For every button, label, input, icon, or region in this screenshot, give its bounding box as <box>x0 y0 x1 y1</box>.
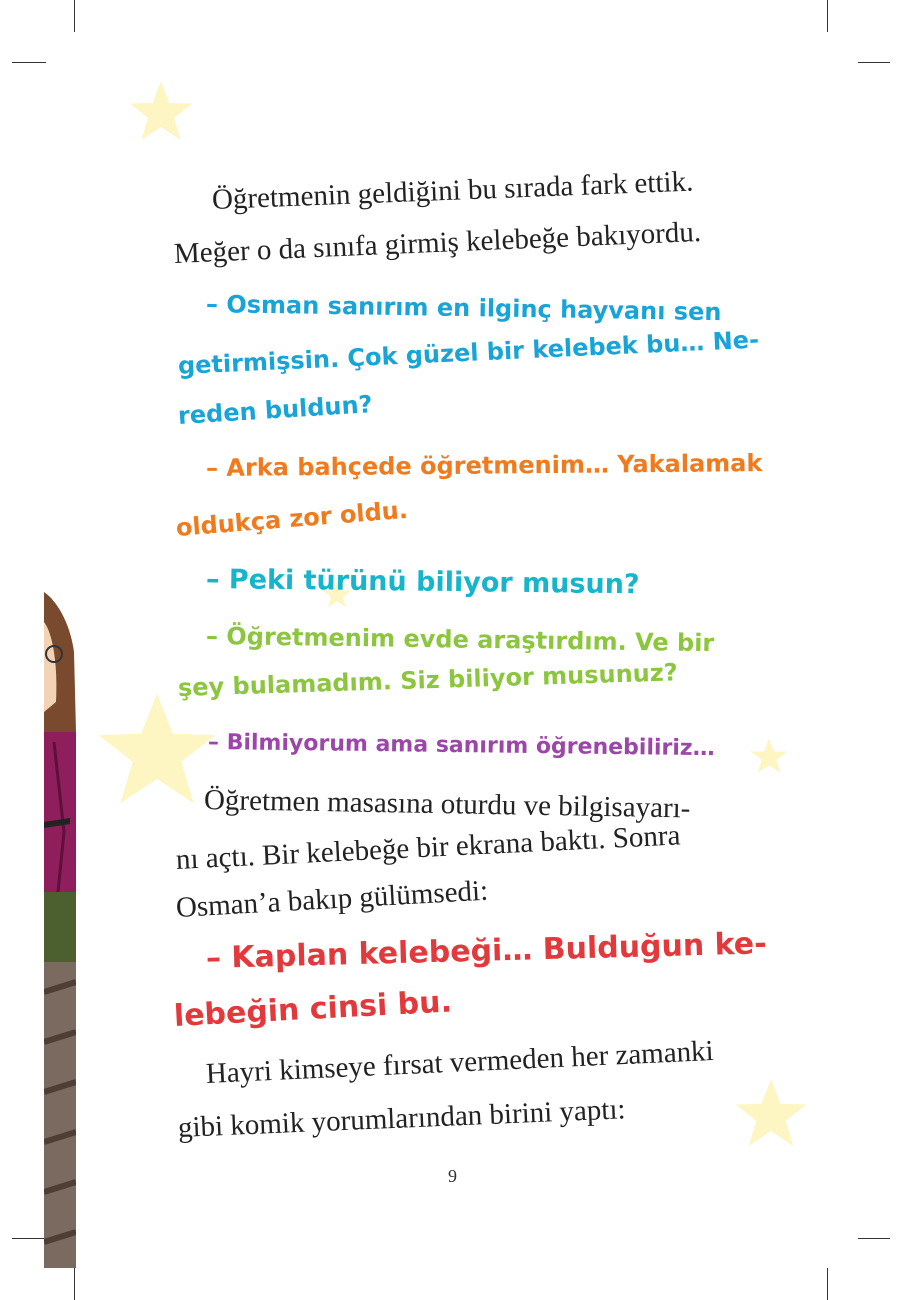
text-line: gibi komik yorumlarından birini yaptı: <box>177 1093 627 1144</box>
text-line: nı açtı. Bir kelebeğe bir ekrana baktı. Sonra <box>175 819 682 876</box>
dialogue-line: – Kaplan kelebeği… Bulduğun ke- <box>205 926 768 976</box>
crop-mark <box>827 1268 828 1300</box>
text-line: Öğretmenin geldiğini bu sırada fark ettik. <box>211 165 694 216</box>
dialogue-line: reden buldun? <box>177 390 374 430</box>
star-icon <box>750 738 788 774</box>
dialogue-line: – Arka bahçede öğretmenim… Yakalamak <box>205 449 763 482</box>
star-icon <box>96 690 218 808</box>
dialogue-line: – Bilmiyorum ama sanırım öğrenebiliriz… <box>207 730 715 762</box>
dialogue-line: – Peki türünü biliyor musun? <box>205 564 640 601</box>
crop-mark <box>74 1268 75 1300</box>
dialogue-line: şey bulamadım. Siz biliyor musunuz? <box>177 658 679 702</box>
dialogue-line: – Osman sanırım en ilginç hayvanı sen <box>205 290 722 327</box>
crop-mark <box>12 1238 46 1239</box>
character-illustration <box>44 592 76 1268</box>
crop-mark <box>74 0 75 32</box>
crop-mark <box>858 62 890 63</box>
text-line: Hayri kimseye fırsat vermeden her zamanki <box>205 1034 715 1090</box>
crop-mark <box>858 1238 890 1239</box>
text-line: Öğretmen masasına oturdu ve bilgisayarı- <box>203 784 691 825</box>
text-line: Osman’a bakıp gülümsedi: <box>175 874 489 924</box>
page-number: 9 <box>448 1166 457 1186</box>
star-icon <box>128 80 194 142</box>
dialogue-line: getirmişsin. Çok güzel bir kelebek bu… Ne- <box>177 325 760 380</box>
dialogue-line: oldukça zor oldu. <box>174 495 409 542</box>
dialogue-line: lebeğin cinsi bu. <box>173 984 453 1034</box>
text-line: Meğer o da sınıfa girmiş kelebeğe bakıyordu. <box>173 215 702 270</box>
star-icon <box>734 1078 808 1148</box>
crop-mark <box>12 62 46 63</box>
crop-mark <box>827 0 828 32</box>
dialogue-line: – Öğretmenim evde araştırdım. Ve bir <box>205 622 715 658</box>
